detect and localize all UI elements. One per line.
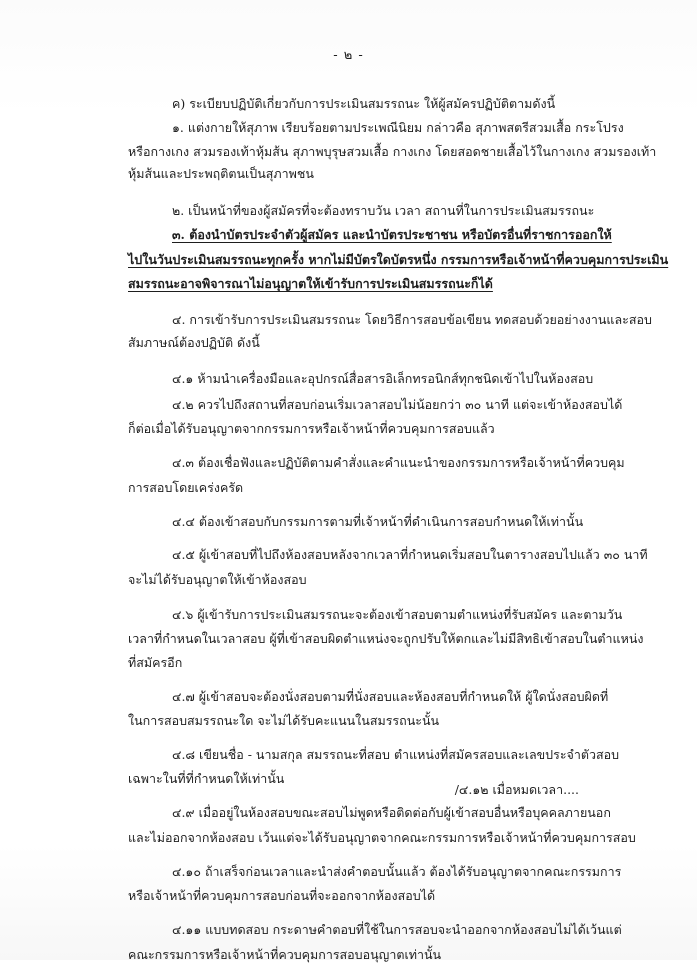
text-line: ๔. การเข้ารับการประเมินสมรรถนะ โดยวิธีการสอบข้อเขียน ทดสอบด้วยอย่างงานและสอบ: [172, 312, 652, 327]
text-line: เฉพาะในที่ที่กำหนดให้เท่านั้น: [128, 771, 285, 786]
text-line: เวลาที่กำหนดในเวลาสอบ ผู้ที่เข้าสอบผิดตำแหน่งจะถูกปรับให้ตกและไม่มีสิทธิเข้าสอบในตำแหน่ง: [128, 631, 644, 646]
text-line: ๔.๗ ผู้เข้าสอบจะต้องนั่งสอบตามที่นั่งสอบและห้องสอบที่กำหนดให้ ผู้ใดนั่งสอบผิดที่: [172, 689, 609, 704]
text-line: หรือกางเกง สวมรองเท้าหุ้มส้น สุภาพบุรุษสวมเสื้อ กางเกง โดยสอดชายเสื้อไว้ในกางเกง สวมรองเท้า: [128, 144, 657, 159]
text-line: และไม่ออกจากห้องสอบ เว้นแต่จะได้รับอนุญาตจากคณะกรรมการหรือเจ้าหน้าที่ควบคุมการสอบ: [128, 830, 636, 845]
text-line: หุ้มส้นและประพฤติตนเป็นสุภาพชน: [128, 166, 314, 181]
text-line: ๔.๒ ควรไปถึงสถานที่สอบก่อนเริ่มเวลาสอบไม่น้อยกว่า ๓๐ นาที แต่จะเข้าห้องสอบได้: [172, 397, 623, 412]
emphasized-text-line: ๓. ต้องนำบัตรประจำตัวผู้สมัคร และนำบัตรประชาชน หรือบัตรอื่นที่ราชการออกให้: [172, 227, 612, 242]
text-line: ๔.๓ ต้องเชื่อฟังและปฏิบัติตามคำสั่งและคำแนะนำของกรรมการหรือเจ้าหน้าที่ควบคุม: [172, 455, 625, 470]
text-line: ๔.๑๑ แบบทดสอบ กระดาษคำตอบที่ใช้ในการสอบจะนำออกจากห้องสอบไม่ได้เว้นแต่: [172, 922, 622, 937]
text-line: ๔.๑ ห้ามนำเครื่องมือและอุปกรณ์สื่อสารอิเล็กทรอนิกส์ทุกชนิดเข้าไปในห้องสอบ: [172, 371, 594, 386]
emphasized-text-line: สมรรถนะอาจพิจารณาไม่อนุญาตให้เข้ารับการประเมินสมรรถนะก็ได้: [128, 276, 493, 291]
text-line: คณะกรรมการหรือเจ้าหน้าที่ควบคุมการสอบอนุญาตเท่านั้น: [128, 947, 442, 962]
text-line: ๔.๖ ผู้เข้ารับการประเมินสมรรถนะจะต้องเข้าสอบตามตำแหน่งที่รับสมัคร และตามวัน: [172, 607, 623, 622]
text-line: ๔.๔ ต้องเข้าสอบกับกรรมการตามที่เจ้าหน้าที่ดำเนินการสอบกำหนดให้เท่านั้น: [172, 514, 584, 529]
emphasized-text-line: ไปในวันประเมินสมรรถนะทุกครั้ง หากไม่มีบัตรใดบัตรหนึ่ง กรรมการหรือเจ้าหน้าที่ควบคุมการประเมิน: [128, 252, 669, 267]
text-line: ๑. แต่งกายให้สุภาพ เรียบร้อยตามประเพณีนิยม กล่าวคือ สุภาพสตรีสวมเสื้อ กระโปรง: [172, 120, 624, 135]
text-line: ๒. เป็นหน้าที่ของผู้สมัครที่จะต้องทราบวัน เวลา สถานที่ในการประเมินสมรรถนะ: [172, 203, 595, 218]
text-line: ก็ต่อเมื่อได้รับอนุญาตจากกรรมการหรือเจ้าหน้าที่ควบคุมการสอบแล้ว: [128, 421, 495, 436]
text-line: หรือเจ้าหน้าที่ควบคุมการสอบก่อนที่จะออกจากห้องสอบได้: [128, 888, 436, 903]
text-line: ในการสอบสมรรถนะใด จะไม่ได้รับคะแนนในสมรรถนะนั้น: [128, 713, 440, 728]
text-line: ที่สมัครอีก: [128, 655, 183, 670]
text-line: ๔.๙ เมื่ออยู่ในห้องสอบขณะสอบไม่พูดหรือติดต่อกับผู้เข้าสอบอื่นหรือบุคคลภายนอก: [172, 805, 611, 820]
text-line: จะไม่ได้รับอนุญาตให้เข้าห้องสอบ: [128, 572, 307, 587]
text-line: ๔.๘ เขียนชื่อ - นามสกุล สมรรถนะที่สอบ ตำแหน่งที่สมัครสอบและเลขประจำตัวสอบ: [172, 747, 620, 762]
text-line: ค) ระเบียบปฏิบัติเกี่ยวกับการประเมินสมรรถนะ ให้ผู้สมัครปฏิบัติตามดังนี้: [172, 96, 556, 111]
text-line: ๔.๑๐ ถ้าเสร็จก่อนเวลาและนำส่งคำตอบนั้นแล้ว ต้องได้รับอนุญาตจากคณะกรรมการ: [172, 864, 622, 879]
text-line: สัมภาษณ์ต้องปฏิบัติ ดังนี้: [128, 335, 260, 350]
text-line: การสอบโดยเคร่งครัด: [128, 480, 244, 495]
page-number: - ๒ -: [333, 48, 364, 63]
text-line: ๔.๕ ผู้เข้าสอบที่ไปถึงห้องสอบหลังจากเวลาที่กำหนดเริ่มสอบในตารางสอบไปแล้ว ๓๐ นาที: [172, 547, 648, 562]
continuation-note: /๔.๑๒ เมื่อหมดเวลา....: [454, 782, 579, 797]
